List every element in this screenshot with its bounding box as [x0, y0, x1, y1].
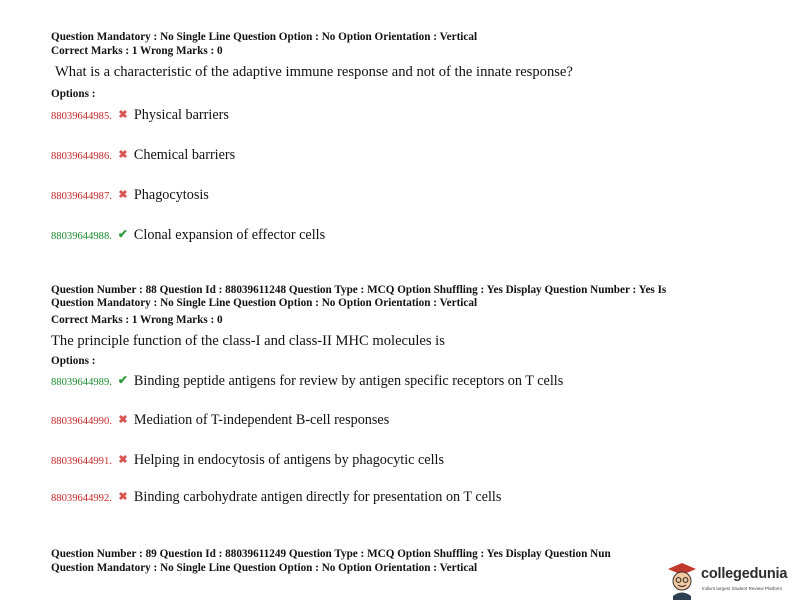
question-text: What is a characteristic of the adaptive immune response and not of the innate response? — [55, 64, 573, 80]
option-text: Helping in endocytosis of antigens by phagocytic cells — [133, 452, 445, 468]
question-text: The principle function of the class-I and class-II MHC molecules is — [51, 333, 445, 349]
mascot-icon — [665, 560, 699, 600]
option-id: 88039644991. — [51, 456, 112, 467]
question-marks-line: Correct Marks : 1 Wrong Marks : 0 — [51, 314, 223, 326]
option-text: Chemical barriers — [133, 147, 236, 163]
cross-icon: ✖ — [118, 109, 128, 121]
logo-tagline: India's largest Student Review Platform — [702, 586, 783, 591]
cross-icon: ✖ — [118, 414, 128, 426]
cross-icon: ✖ — [118, 149, 128, 161]
option-id: 88039644987. — [51, 191, 112, 202]
option-row — [51, 411, 389, 429]
logo-text: collegedunia — [701, 566, 788, 582]
question-meta-line: Question Mandatory : No Single Line Question Option : No Option Orientation : Vertical — [51, 31, 478, 43]
question-meta-line: Question Mandatory : No Single Line Question Option : No Option Orientation : Vertical — [51, 562, 478, 574]
option-row — [51, 106, 229, 124]
option-id: 88039644988. — [51, 231, 112, 242]
check-icon: ✔ — [117, 373, 128, 387]
options-label: Options : — [51, 355, 96, 367]
option-row — [51, 372, 563, 390]
option-text: Binding peptide antigens for review by antigen specific receptors on T cells — [133, 373, 564, 389]
question-header-line: Question Number : 89 Question Id : 88039611249 Question Type : MCQ Option Shuffling : Yes Display Question Nun — [51, 548, 611, 560]
option-id: 88039644985. — [51, 111, 112, 122]
option-text: Physical barriers — [133, 107, 229, 123]
option-id: 88039644989. — [51, 377, 112, 388]
option-row — [51, 146, 235, 164]
cross-icon: ✖ — [118, 189, 128, 201]
option-id: 88039644990. — [51, 416, 112, 427]
question-header-line: Question Number : 88 Question Id : 88039611248 Question Type : MCQ Option Shuffling : Yes Display Question Number : Yes Is — [51, 284, 667, 296]
cross-icon: ✖ — [118, 491, 128, 503]
option-text: Binding carbohydrate antigen directly for presentation on T cells — [133, 489, 502, 505]
option-text: Clonal expansion of effector cells — [133, 227, 326, 243]
option-id: 88039644992. — [51, 493, 112, 504]
collegedunia-logo — [665, 560, 787, 602]
cross-icon: ✖ — [118, 454, 128, 466]
option-row — [51, 451, 444, 469]
options-label: Options : — [51, 88, 96, 100]
option-row — [51, 488, 501, 506]
option-id: 88039644986. — [51, 151, 112, 162]
question-marks-line: Correct Marks : 1 Wrong Marks : 0 — [51, 45, 223, 57]
option-row — [51, 226, 325, 244]
question-meta-line: Question Mandatory : No Single Line Question Option : No Option Orientation : Vertical — [51, 297, 478, 309]
option-text: Mediation of T-independent B-cell responses — [133, 412, 390, 428]
option-row — [51, 186, 209, 204]
check-icon: ✔ — [117, 227, 128, 241]
option-text: Phagocytosis — [133, 187, 209, 203]
